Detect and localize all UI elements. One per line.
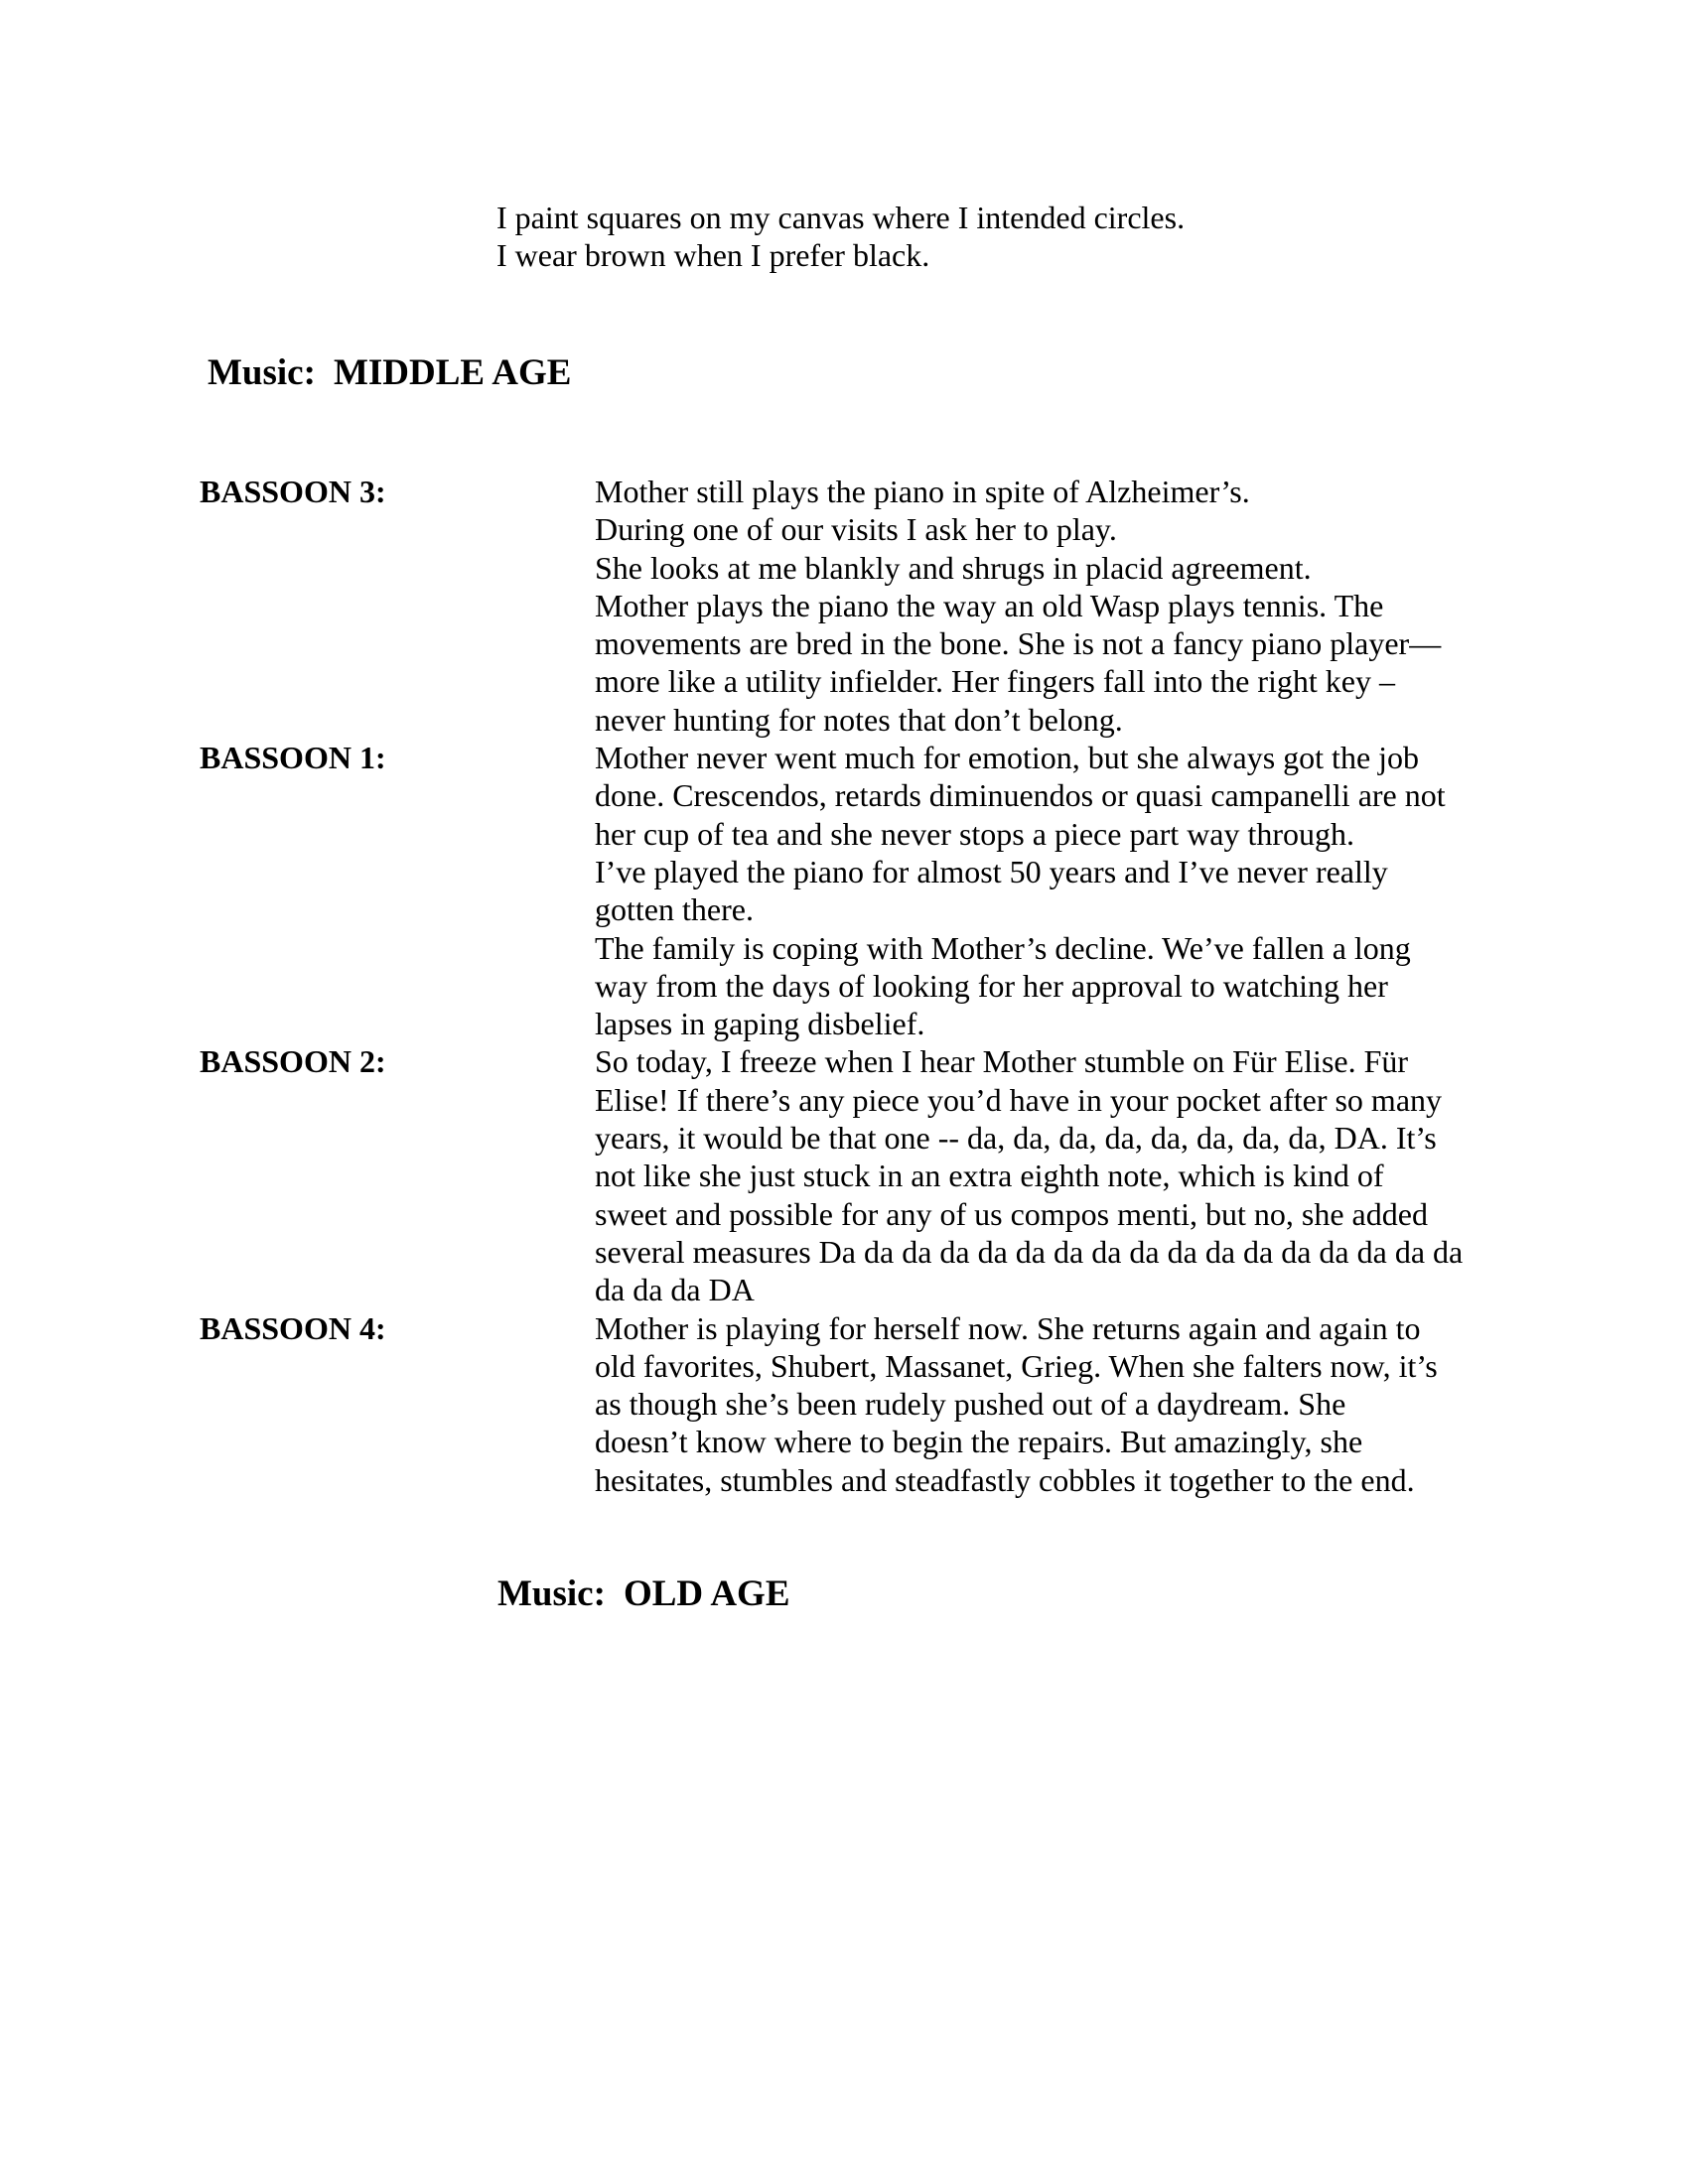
dialogue-line: gotten there. bbox=[595, 891, 754, 928]
dialogue-line: not like she just stuck in an extra eighth note, which is kind of bbox=[595, 1158, 1384, 1194]
intro-verse bbox=[496, 199, 1390, 274]
speaker-label: BASSOON 2: bbox=[200, 1043, 386, 1080]
script-entry bbox=[200, 1309, 1490, 1499]
speaker-label: BASSOON 1: bbox=[200, 740, 386, 776]
dialogue-text bbox=[595, 739, 1490, 1042]
speaker-label: BASSOON 3: bbox=[200, 474, 386, 509]
dialogue-line: She looks at me blankly and shrugs in placid agreement. bbox=[595, 549, 1312, 586]
dialogue-line: never hunting for notes that don’t belong. bbox=[595, 701, 1123, 738]
dialogue-line: lapses in gaping disbelief. bbox=[595, 1006, 925, 1042]
intro-line: I wear brown when I prefer black. bbox=[496, 237, 930, 273]
dialogue-line: Mother is playing for herself now. She returns again and again to bbox=[595, 1309, 1421, 1346]
dialogue-line: done. Crescendos, retards diminuendos or quasi campanelli are not bbox=[595, 777, 1446, 814]
dialogue-line: movements are bred in the bone. She is not a fancy piano player— bbox=[595, 625, 1442, 662]
heading-title: OLD AGE bbox=[623, 1573, 790, 1614]
script-entry bbox=[200, 473, 1490, 739]
heading-title: MIDDLE AGE bbox=[333, 352, 572, 393]
dialogue-line: Mother still plays the piano in spite of Alzheimer’s. bbox=[595, 474, 1250, 509]
script-entry bbox=[200, 739, 1490, 1042]
dialogue-line: So today, I freeze when I hear Mother stumble on Für Elise. Für bbox=[595, 1043, 1409, 1080]
intro-line: I paint squares on my canvas where I intended circles. bbox=[496, 200, 1186, 235]
dialogue-line: old favorites, Shubert, Massanet, Grieg. When she falters now, it’s bbox=[595, 1347, 1438, 1384]
dialogue-text bbox=[595, 473, 1490, 739]
dialogue-line: Mother never went much for emotion, but she always got the job bbox=[595, 740, 1420, 776]
dialogue-line: hesitates, stumbles and steadfastly cobbles it together to the end. bbox=[595, 1461, 1415, 1498]
section-heading-old-age bbox=[497, 1572, 790, 1616]
dialogue-line: doesn’t know where to begin the repairs. But amazingly, she bbox=[595, 1424, 1363, 1460]
dialogue-line: The family is coping with Mother’s decline. We’ve fallen a long bbox=[595, 929, 1411, 966]
dialogue-line: several measures Da da da da da da da da da da da da da da da da da bbox=[595, 1233, 1464, 1270]
dialogue-line: I’ve played the piano for almost 50 years and I’ve never really bbox=[595, 853, 1388, 889]
dialogue-line: way from the days of looking for her approval to watching her bbox=[595, 967, 1388, 1004]
script-body bbox=[200, 473, 1490, 1499]
dialogue-line: da da da DA bbox=[595, 1272, 755, 1308]
dialogue-text bbox=[595, 1309, 1490, 1499]
dialogue-line: years, it would be that one -- da, da, da, da, da, da, da, da, DA. It’s bbox=[595, 1120, 1437, 1157]
heading-label: Music: bbox=[497, 1573, 606, 1614]
heading-label: Music: bbox=[208, 352, 316, 393]
dialogue-line: her cup of tea and she never stops a piece part way through. bbox=[595, 815, 1355, 852]
dialogue-line: Mother plays the piano the way an old Wasp plays tennis. The bbox=[595, 587, 1384, 623]
script-entry bbox=[200, 1042, 1490, 1308]
speaker-label: BASSOON 4: bbox=[200, 1309, 386, 1346]
dialogue-line: sweet and possible for any of us compos menti, but no, she added bbox=[595, 1195, 1428, 1232]
dialogue-line: more like a utility infielder. Her fingers fall into the right key – bbox=[595, 663, 1395, 700]
dialogue-line: Elise! If there’s any piece you’d have in your pocket after so many bbox=[595, 1081, 1443, 1118]
dialogue-line: During one of our visits I ask her to play. bbox=[595, 511, 1117, 548]
section-heading-middle-age bbox=[208, 351, 571, 395]
dialogue-line: as though she’s been rudely pushed out of a daydream. She bbox=[595, 1386, 1346, 1423]
dialogue-text bbox=[595, 1042, 1490, 1308]
